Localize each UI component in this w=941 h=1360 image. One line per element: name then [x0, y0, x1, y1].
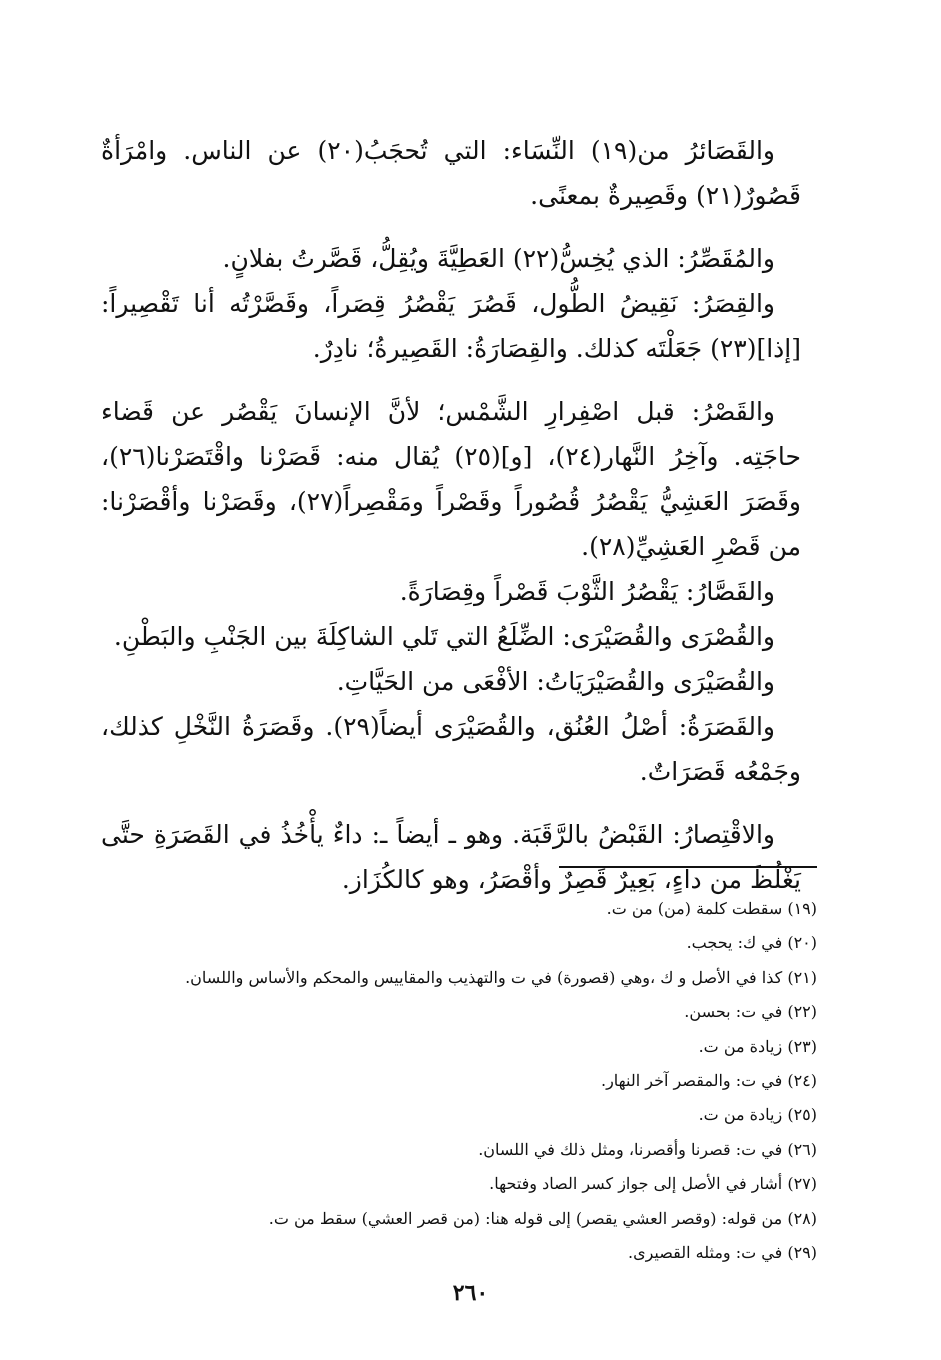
footnote-29: (٢٩) في ت: ومثله القصيرى.: [627, 1243, 817, 1263]
footnote-22: (٢٢) في ت: بحسن.: [684, 1002, 817, 1022]
footnote-27: (٢٧) أشار في الأصل إلى جواز كسر الصاد وفتحها.: [489, 1174, 817, 1194]
footnote-28: (٢٨) من قوله: (وقصر العشي يقصر) إلى قوله هنا: (من قصر العشي) سقط من ت.: [268, 1208, 817, 1228]
footnote-19: (١٩) سقطت كلمة (من) من ت.: [606, 899, 817, 918]
page-number: ٢٦٠: [452, 1280, 489, 1306]
paragraph-qasr: والقَصْرُ: قبل اصْفِرارِ الشَّمْس؛ لأنَّ الإنسانَ يَقْصُر عن قَضاء حاجَتِه. وآخِرُ النَّهار(٢٤)، [و](٢٥) يُقال منه: قَصَرْنا واقْتَصَرْنا(٢٦)، وقَصَرَ العَشِيُّ يَقْصُرُ قُصُوراً وقَصْراً ومَقْصِراً(٢٧)، وقَصَرْنا وأقْصَرْنا: من قَصْرِ العَشِيِّ(٢٨).: [101, 397, 801, 561]
footnotes-list: [117, 892, 817, 1270]
paragraph-muqassir: والمُقَصِّرُ: الذي يُخِسُّ(٢٢) العَطِيَّةَ ويُقِلُّ، قَصَّرتُ بفلانٍ.: [222, 244, 775, 273]
footnote-23: (٢٣) زيادة من ت.: [698, 1036, 817, 1056]
paragraph-qasara: والقَصَرَةُ: أصْلُ العُنُق، والقُصَيْرَى أيضاً(٢٩). وقَصَرَةُ النَّخْلِ كذلك، وجَمْعُه قَصَرَاتٌ.: [101, 712, 801, 786]
paragraph-iqtisar: والاقْتِصارُ: القَبْضُ بالرَّقَبَة. وهو ـ أيضاً ـ: داءٌ يأْخُذُ في القَصَرَةِ حتَّى يَغْلُظَ من داءٍ، بَعِيرٌ قَصِرٌ وأقْصَرُ، وهو كالكُزَاز.: [101, 820, 801, 894]
footnote-24: (٢٤) في ت: والمقصر آخر النهار.: [600, 1071, 817, 1091]
paragraph-qusra: والقُصْرَى والقُصَيْرَى: الضِّلَعُ التي تَلي الشاكِلَةَ بين الجَنْبِ والبَطْنِ.: [113, 622, 775, 651]
paragraph-qasair: والقَصَائرُ من(١٩) النِّسَاء: التي تُحجَبُ(٢٠) عن الناس. وامْرَأةٌ قَصُورٌ(٢١) وقَصِيرةٌ بمعنًى.: [101, 136, 801, 210]
paragraph-qisar: والقِصَرُ: نَقِيضُ الطُّول، قَصُرَ يَقْصُرُ قِصَراً، وقَصَّرْتُه أنا تَقْصِيراً: [إذا](٢٣) جَعَلْتَه كذلك. والقِصَارَةُ: القَصِيرةُ؛ نادِرٌ.: [101, 289, 801, 363]
paragraph-qassar: والقَصَّارُ: يَقْصُرُ الثَّوْبَ قَصْراً وقِصَارَةً.: [399, 577, 775, 606]
footnote-divider: [559, 866, 817, 868]
paragraph-qusayra: والقُصَيْرَى والقُصَيْرَيَاتُ: الأفْعَى من الحَيَّاتِ.: [336, 667, 775, 696]
footnote-20: (٢٠) في ك: يحجب.: [686, 933, 817, 953]
footnote-21: (٢١) كذا في الأصل و ك ،وهي (قصورة) في ت والتهذيب والمقاييس والمحكم والأساس واللسان.: [185, 967, 817, 987]
footnote-26: (٢٦) في ت: قصرنا وأقصرنا، ومثل ذلك في اللسان.: [478, 1139, 817, 1159]
footnote-25: (٢٥) زيادة من ت.: [698, 1105, 817, 1125]
main-text: [101, 128, 801, 902]
